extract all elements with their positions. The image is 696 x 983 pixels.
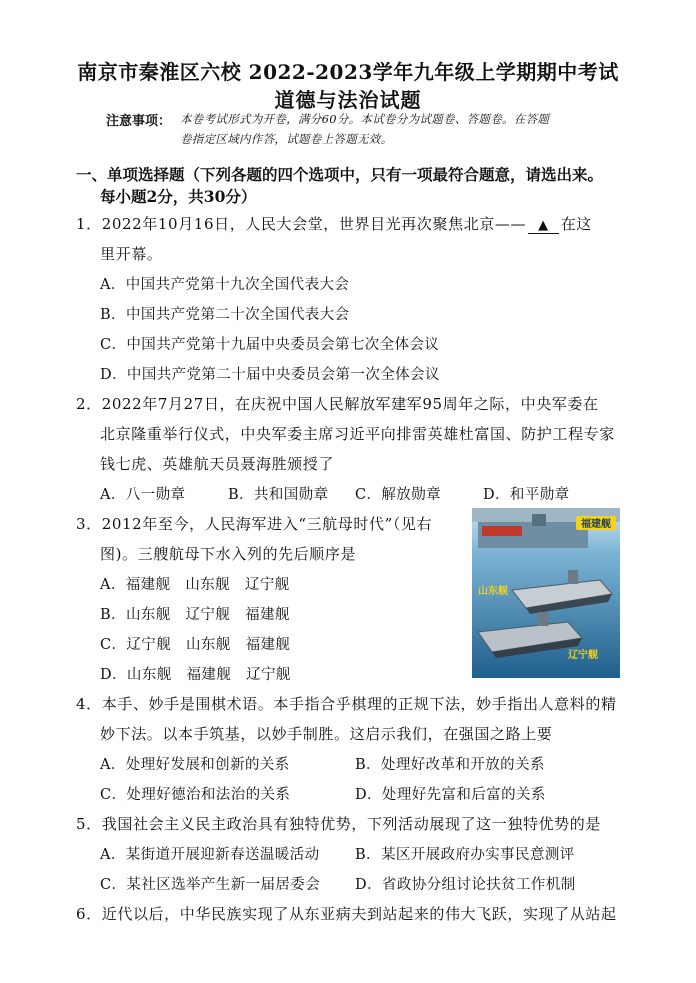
option-2b: B．共和国勋章	[228, 487, 329, 503]
fujian-island	[532, 514, 546, 526]
liaoning-island	[538, 612, 548, 626]
section-title: 一、单项选择题（下列各题的四个选项中，只有一项最符合题意，请选出来。	[76, 165, 604, 184]
question-2-line2: 北京隆重举行仪式，中央军委主席习近平向排雷英雄杜富国、防护工程专家	[100, 425, 615, 443]
question-1-line1	[76, 213, 592, 234]
option-5b: B．某区开展政府办实事民意测评	[355, 847, 575, 863]
question-3-line2: 图)。三艘航母下水入列的先后顺序是	[100, 545, 357, 563]
question-1-text: 1．2022年10月16日，人民大会堂，世界目光再次聚焦北京——	[76, 215, 527, 233]
option-4b: B．处理好改革和开放的关系	[355, 757, 545, 773]
option-4d: D．处理好先富和后富的关系	[355, 787, 546, 803]
triangle-icon: ▲	[538, 218, 549, 233]
option-3b: B．山东舰 辽宁舰 福建舰	[100, 607, 290, 623]
option-5c: C．某社区选举产生新一届居委会	[100, 877, 321, 893]
question-3-line1: 3．2012年至今，人民海军进入“三航母时代”（见右	[76, 515, 433, 533]
notice-text-line2: 卷指定区域内作答，试题卷上答题无效。	[180, 132, 393, 146]
option-5d: D．省政协分组讨论扶贫工作机制	[355, 877, 576, 893]
question-1-line2: 里开幕。	[100, 245, 163, 263]
aircraft-carriers-image	[472, 508, 620, 678]
question-2-line1: 2．2022年7月27日，在庆祝中国人民解放军建军95周年之际，中央军委在	[76, 395, 599, 413]
option-3c: C．辽宁舰 山东舰 福建舰	[100, 637, 291, 653]
liaoning-label: 辽宁舰	[568, 650, 598, 661]
carriers-illustration	[472, 508, 620, 678]
option-2c: C．解放勋章	[355, 487, 441, 503]
option-2d: D．和平勋章	[483, 487, 570, 503]
option-3d: D．山东舰 福建舰 辽宁舰	[100, 667, 291, 683]
shandong-label: 山东舰	[478, 586, 508, 597]
fujian-label: 福建舰	[581, 519, 611, 530]
option-4c: C．处理好德治和法治的关系	[100, 787, 291, 803]
option-1a: A．中国共产党第十九次全国代表大会	[100, 277, 350, 293]
fujian-banner	[482, 526, 522, 536]
answer-blank	[528, 215, 559, 234]
question-1-text-end: 在这	[560, 215, 592, 233]
question-4-line2: 妙下法。以本手筑基，以妙手制胜。这启示我们，在强国之路上要	[100, 725, 553, 743]
question-5-line1: 5．我国社会主义民主政治具有独特优势，下列活动展现了这一独特优势的是	[76, 815, 601, 833]
section-title-scoring: 每小题2分，共30分）	[100, 187, 257, 206]
option-1c: C．中国共产党第十九届中央委员会第七次全体会议	[100, 337, 440, 353]
question-4-line1: 4．本手、妙手是围棋术语。本手指合乎棋理的正规下法，妙手指出人意料的精	[76, 695, 617, 713]
option-5a: A．某街道开展迎新春送温暖活动	[100, 847, 320, 863]
notice-label: 注意事项：	[106, 114, 172, 129]
exam-title: 南京市秦淮区六校 2022-2023学年九年级上学期期中考试	[77, 60, 619, 84]
shandong-island	[568, 570, 578, 584]
notice-text-line1: 本卷考试形式为开卷，满分60分。本试卷分为试题卷、答题卷。在答题	[180, 112, 550, 126]
question-6-line1: 6．近代以后，中华民族实现了从东亚病夫到站起来的伟大飞跃，实现了从站起	[76, 905, 617, 923]
option-1d: D．中国共产党第二十届中央委员会第一次全体会议	[100, 367, 440, 383]
option-4a: A．处理好发展和创新的关系	[100, 757, 290, 773]
question-2-line3: 钱七虎、英雄航天员聂海胜颁授了	[100, 455, 335, 473]
exam-subtitle: 道德与法治试题	[274, 88, 422, 112]
option-2a: A．八一勋章	[100, 487, 186, 503]
option-1b: B．中国共产党第二十次全国代表大会	[100, 307, 350, 323]
option-3a: A．福建舰 山东舰 辽宁舰	[100, 577, 290, 593]
